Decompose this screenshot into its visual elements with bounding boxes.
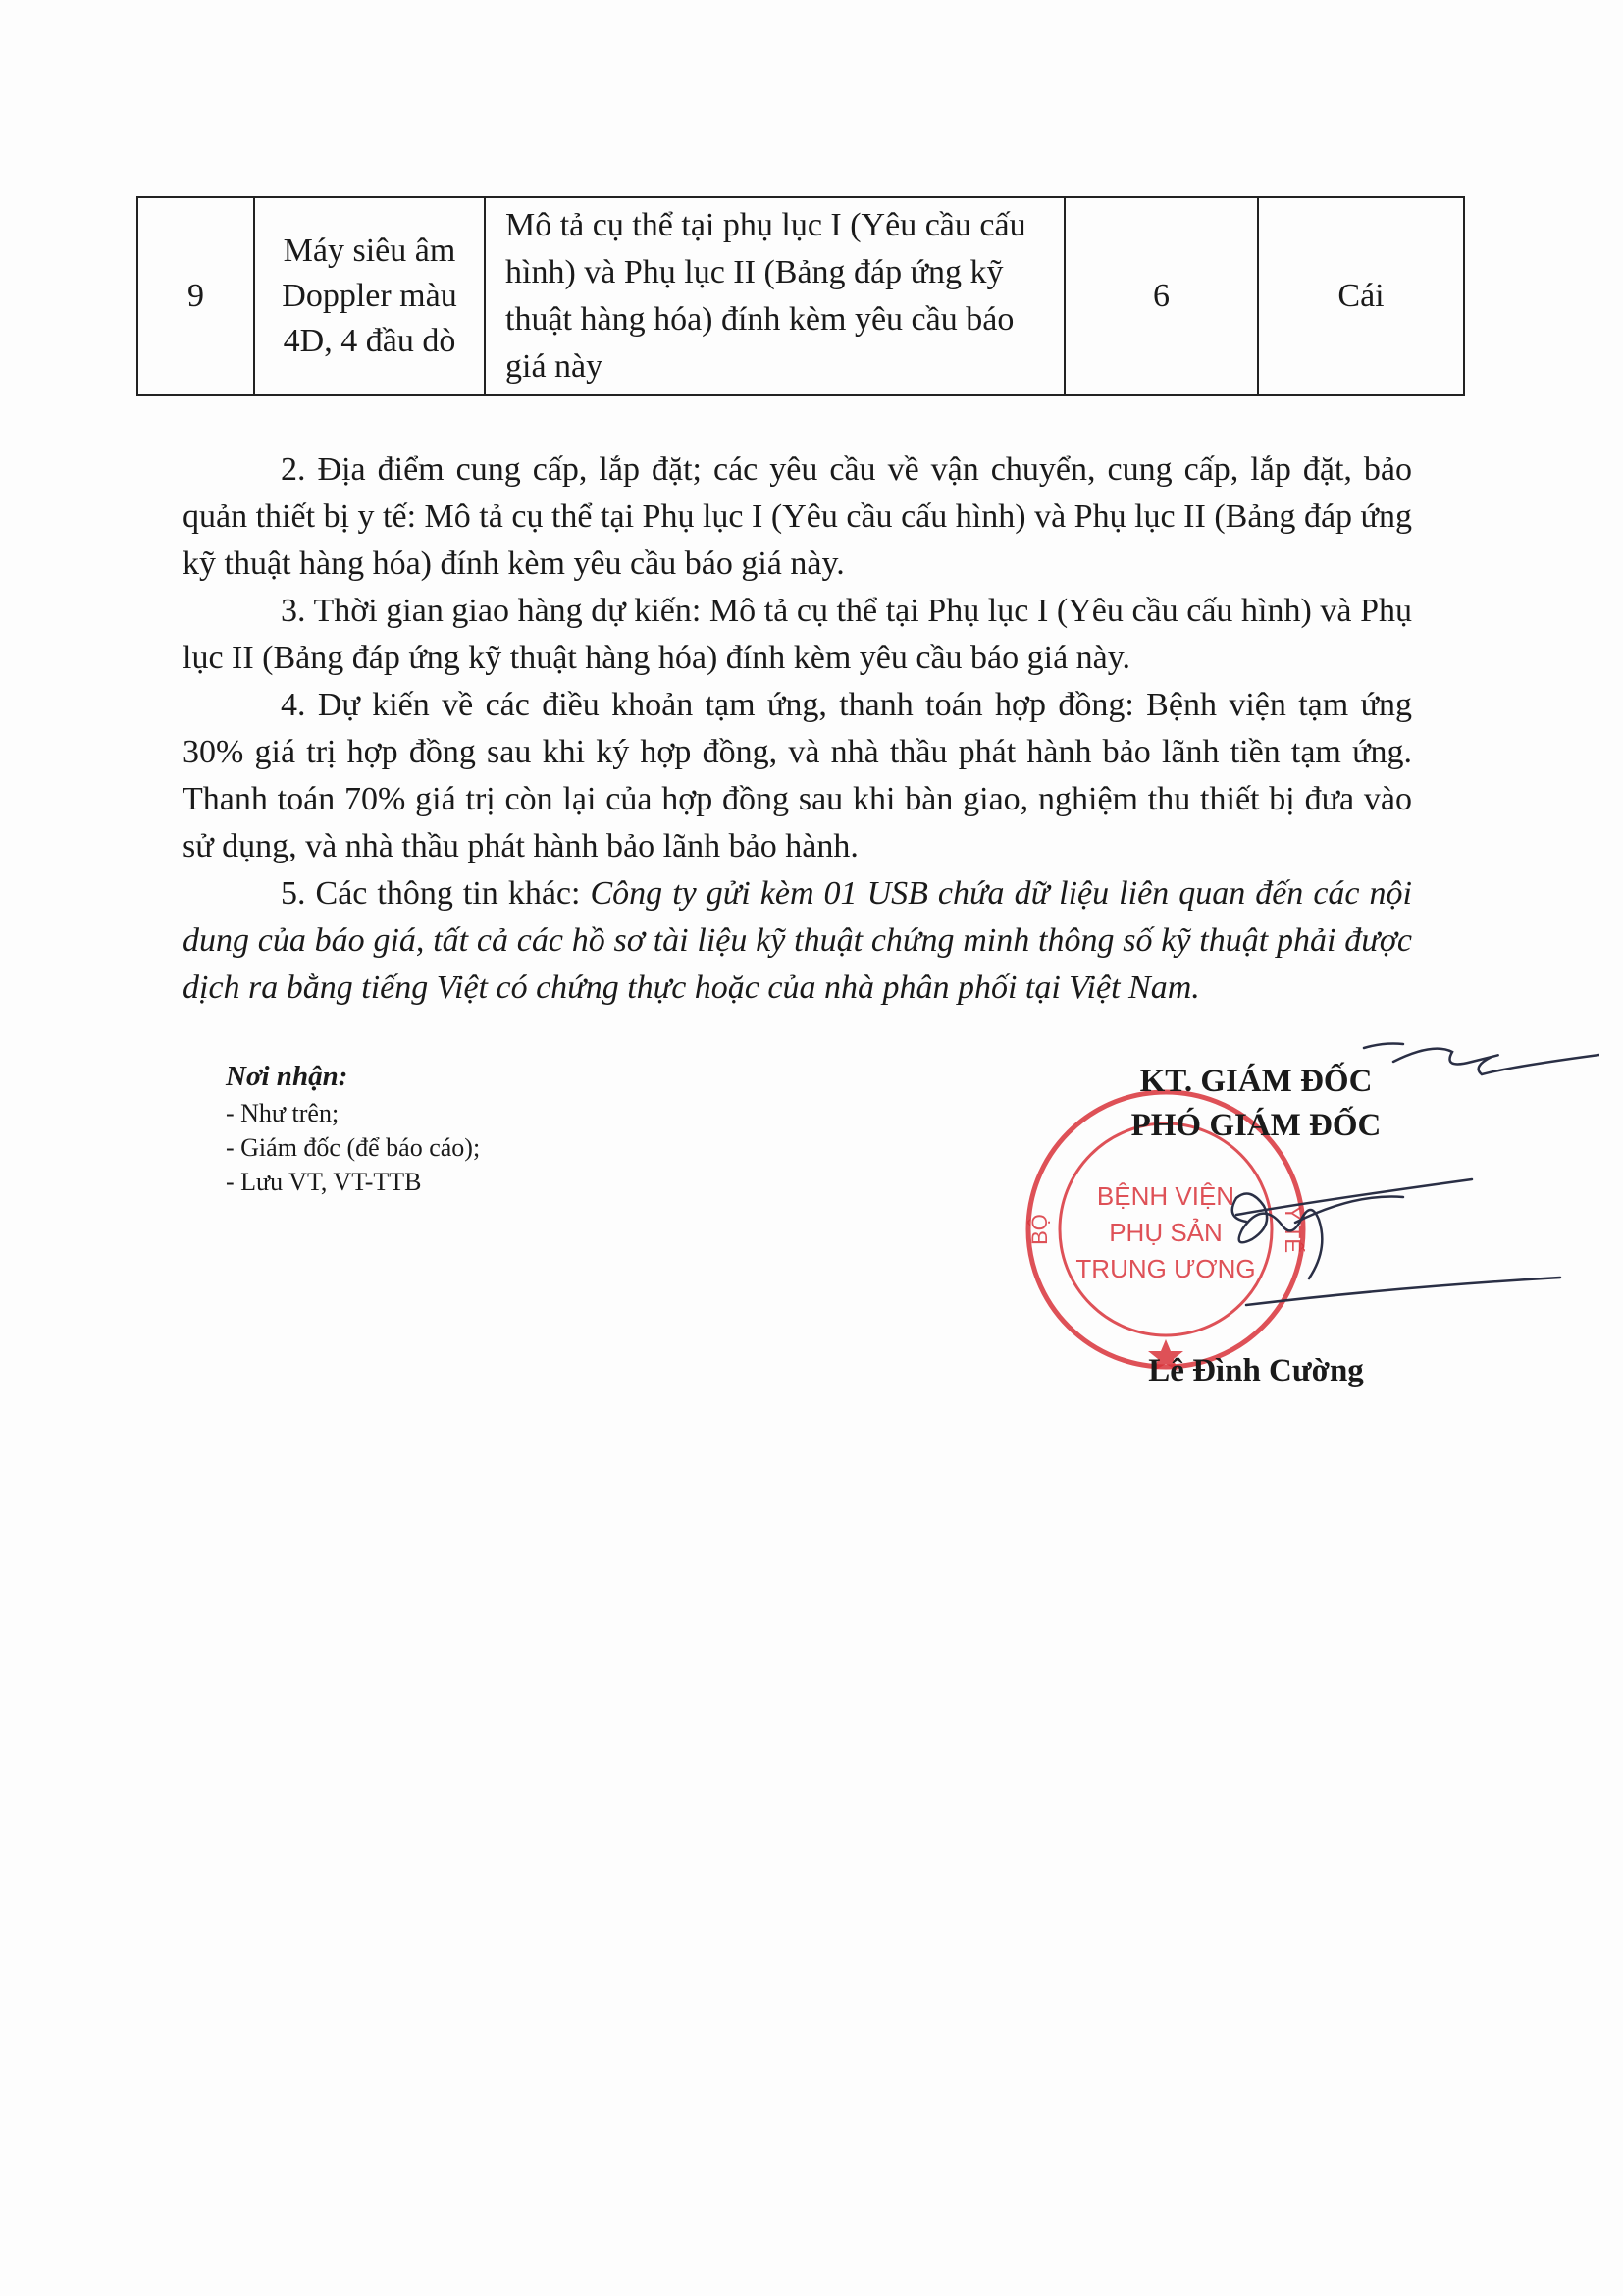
paragraph-3: 3. Thời gian giao hàng dự kiến: Mô tả cụ thể tại Phụ lục I (Yêu cầu cấu hình) và Phụ lục II (Bảng đáp ứng kỹ thuật hàng hóa) đính kèm yêu cầu báo giá này. xyxy=(183,593,1412,676)
handwritten-signature xyxy=(1138,1020,1599,1334)
paragraph-5-content: Công ty gửi kèm 01 USB chứa dữ liệu liên quan đến các nội dung của báo giá, tất cả các hồ sơ tài liệu kỹ thuật chứng minh thông số kỹ thuật phải được dịch ra bằng tiếng Việt có chứng thực hoặc của nhà phân phối tại Việt Nam. xyxy=(183,875,1412,1006)
description-line: Mô tả cụ thể tại phụ lục I (Yêu cầu cấu xyxy=(505,207,1026,243)
paragraph-5-label: 5. Các thông tin khác: xyxy=(281,875,591,912)
paragraph-4: 4. Dự kiến về các điều khoản tạm ứng, thanh toán hợp đồng: Bệnh viện tạm ứng 30% giá trị hợp đồng sau khi ký hợp đồng, và nhà thầu phát hành bảo lãnh tiền tạm ứng. Thanh toán 70% giá trị còn lại của hợp đồng sau khi bàn giao, nghiệm thu thiết bị đưa vào sử dụng, và nhà thầu phát hành bảo lãnh bảo hành. xyxy=(183,687,1412,864)
item-description xyxy=(485,197,1065,395)
signer-name: Lê Đình Cường xyxy=(1148,1353,1364,1388)
description-line: thuật hàng hóa) đính kèm yêu cầu báo xyxy=(505,301,1015,338)
stamp-text-line: TRUNG ƯƠNG xyxy=(1075,1254,1256,1283)
item-name-line: 4D, 4 đầu dò xyxy=(283,323,456,359)
stamp-right-text: Y TẾ xyxy=(1281,1205,1305,1254)
item-unit: Cái xyxy=(1258,197,1464,395)
item-name-line: Máy siêu âm xyxy=(283,233,456,269)
paragraph-2: 2. Địa điểm cung cấp, lắp đặt; các yêu cầu về vận chuyển, cung cấp, lắp đặt, bảo quản thiết bị y tế: Mô tả cụ thể tại Phụ lục I (Yêu cầu cấu hình) và Phụ lục II (Bảng đáp ứng kỹ thuật hàng hóa) đính kèm yêu cầu báo giá này. xyxy=(183,451,1412,582)
signature-title-1: KT. GIÁM ĐỐC xyxy=(1139,1064,1373,1099)
signature-title-2: PHÓ GIÁM ĐỐC xyxy=(1130,1108,1382,1143)
recipient-item: - Như trên; xyxy=(226,1099,340,1127)
goods-table xyxy=(136,196,1465,396)
recipients-block xyxy=(226,1060,480,1199)
description-line: hình) và Phụ lục II (Bảng đáp ứng kỹ xyxy=(505,254,1004,290)
recipient-item: - Lưu VT, VT-TTB xyxy=(226,1168,422,1196)
stamp-text-line: BỆNH VIỆN xyxy=(1096,1181,1235,1211)
row-number: 9 xyxy=(137,197,254,395)
body-text xyxy=(183,446,1412,1012)
paragraph-5 xyxy=(183,870,1412,1012)
item-name xyxy=(254,197,485,395)
description-line: giá này xyxy=(505,348,603,385)
recipients-title: Nơi nhận: xyxy=(226,1061,348,1092)
table-row xyxy=(137,197,1464,395)
stamp-left-text: BỘ xyxy=(1027,1214,1052,1245)
item-quantity: 6 xyxy=(1065,197,1258,395)
stamp-text-line: PHỤ SẢN xyxy=(1109,1218,1223,1247)
recipient-item: - Giám đốc (để báo cáo); xyxy=(226,1133,481,1162)
item-name-line: Doppler màu xyxy=(282,278,457,314)
